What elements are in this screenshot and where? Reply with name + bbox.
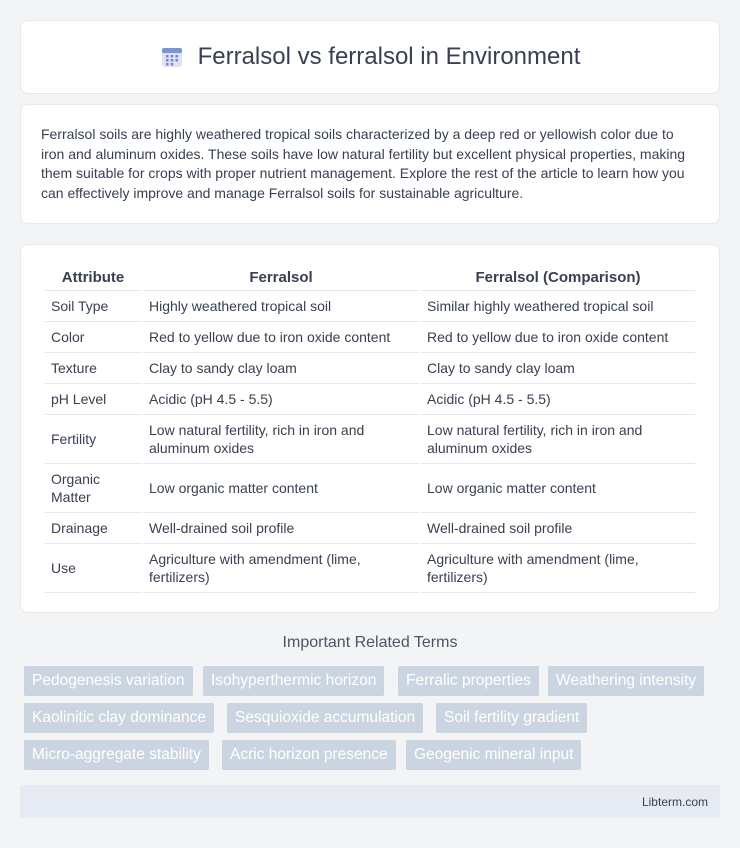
term-tag[interactable]: Sesquioxide accumulation	[227, 703, 423, 733]
table-row	[45, 322, 695, 353]
header-comparison: Ferralsol (Comparison)	[421, 265, 695, 291]
term-tag[interactable]: Acric horizon presence	[222, 740, 396, 770]
ferralsol-cell: Low natural fertility, rich in iron and aluminum oxides	[143, 415, 419, 464]
attribute-cell: Use	[45, 544, 141, 593]
comparison-cell: Acidic (pH 4.5 - 5.5)	[421, 384, 695, 415]
ferralsol-cell: Agriculture with amendment (lime, fertilizers)	[143, 544, 419, 593]
header-ferralsol: Ferralsol	[143, 265, 419, 291]
ferralsol-cell: Clay to sandy clay loam	[143, 353, 419, 384]
ferralsol-cell: Well-drained soil profile	[143, 513, 419, 544]
attribute-cell: Color	[45, 322, 141, 353]
ferralsol-cell: Acidic (pH 4.5 - 5.5)	[143, 384, 419, 415]
intro-card	[20, 104, 720, 224]
attribute-cell: Organic Matter	[45, 464, 141, 513]
table-header-row	[45, 265, 695, 291]
footer	[20, 785, 720, 818]
attribute-cell: Fertility	[45, 415, 141, 464]
comparison-table	[43, 265, 697, 593]
table-row	[45, 415, 695, 464]
table-row	[45, 353, 695, 384]
table-row	[45, 513, 695, 544]
table-row	[45, 544, 695, 593]
term-tag[interactable]: Ferralic properties	[398, 666, 539, 696]
comparison-cell: Low organic matter content	[421, 464, 695, 513]
term-tag[interactable]: Isohyperthermic horizon	[203, 666, 384, 696]
term-tag[interactable]: Pedogenesis variation	[24, 666, 193, 696]
attribute-cell: pH Level	[45, 384, 141, 415]
term-tag[interactable]: Geogenic mineral input	[406, 740, 581, 770]
attribute-cell: Drainage	[45, 513, 141, 544]
term-tag[interactable]: Soil fertility gradient	[436, 703, 587, 733]
term-tag[interactable]: Micro-aggregate stability	[24, 740, 209, 770]
comparison-cell: Similar highly weathered tropical soil	[421, 291, 695, 322]
table-row	[45, 291, 695, 322]
comparison-cell: Red to yellow due to iron oxide content	[421, 322, 695, 353]
ferralsol-cell: Red to yellow due to iron oxide content	[143, 322, 419, 353]
related-terms-title: Important Related Terms	[282, 634, 458, 651]
comparison-cell: Low natural fertility, rich in iron and aluminum oxides	[421, 415, 695, 464]
intro-text: Ferralsol soils are highly weathered tropical soils characterized by a deep red or yellowish color due to iron and aluminum oxides. These soils have low natural fertility but excellent physical properties, making them suitable for crops with proper nutrient management. Explore the rest of the article to learn how you can effectively improve and manage Ferralsol soils for sustainable agriculture.	[41, 126, 686, 201]
page-title: Ferralsol vs ferralsol in Environment	[197, 43, 581, 70]
table-row	[45, 464, 695, 513]
ferralsol-cell: Low organic matter content	[143, 464, 419, 513]
calendar-grid-icon	[160, 45, 184, 69]
table-row	[45, 384, 695, 415]
comparison-table-card	[20, 244, 720, 613]
title-card	[20, 20, 720, 94]
ferralsol-cell: Highly weathered tropical soil	[143, 291, 419, 322]
term-tag[interactable]: Weathering intensity	[548, 666, 704, 696]
attribute-cell: Soil Type	[45, 291, 141, 322]
comparison-cell: Agriculture with amendment (lime, fertilizers)	[421, 544, 695, 593]
comparison-cell: Well-drained soil profile	[421, 513, 695, 544]
header-attribute: Attribute	[45, 265, 141, 291]
attribute-cell: Texture	[45, 353, 141, 384]
comparison-cell: Clay to sandy clay loam	[421, 353, 695, 384]
term-tag[interactable]: Kaolinitic clay dominance	[24, 703, 214, 733]
footer-link[interactable]: Libterm.com	[641, 794, 708, 809]
